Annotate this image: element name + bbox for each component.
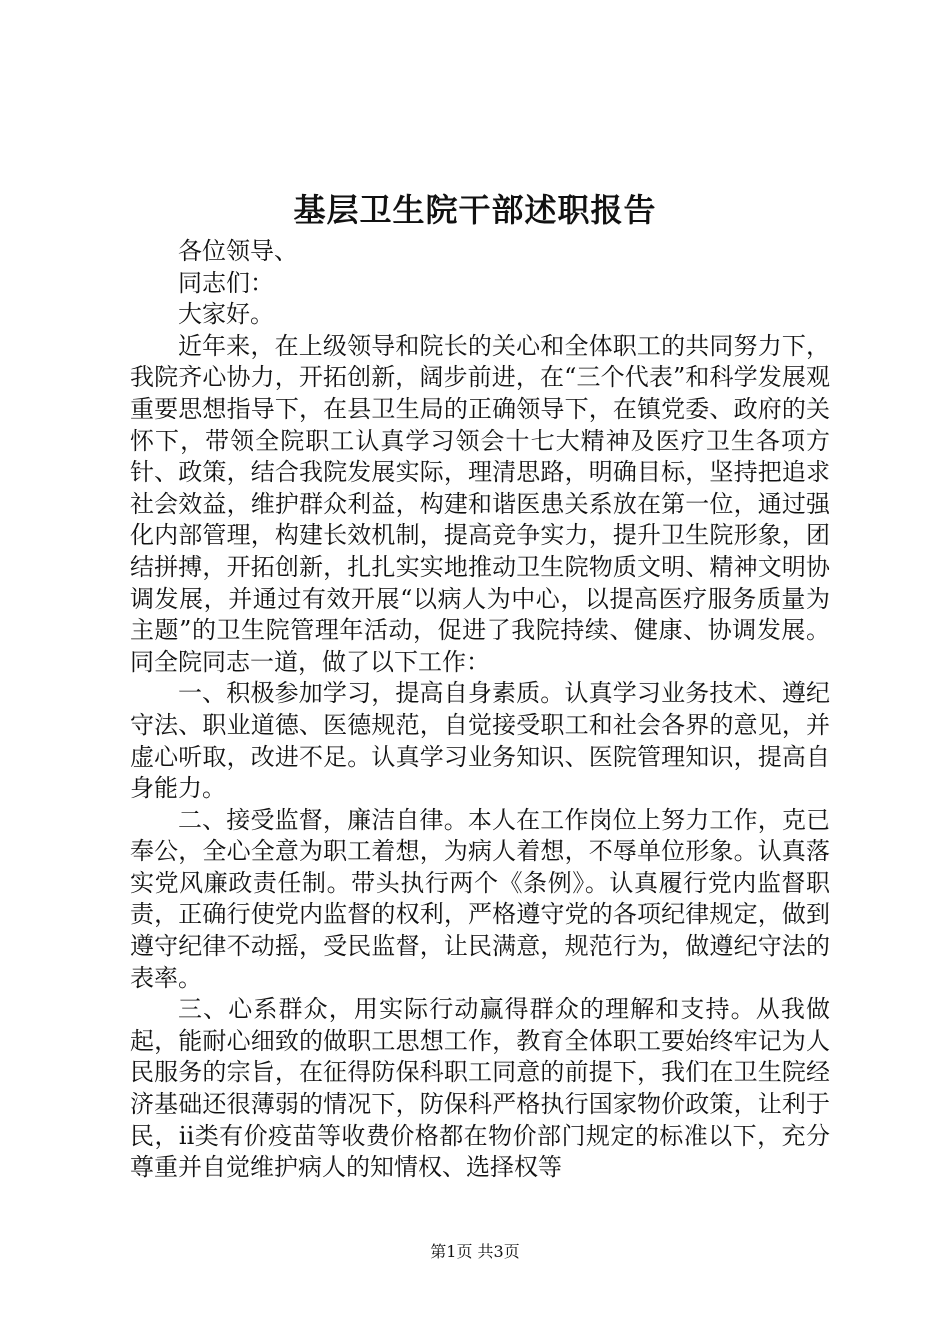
paragraph-section-1: 一、积极参加学习，提高自身素质。认真学习业务技术、遵纪守法、职业道德、医德规范，自觉接受职工和社会各界的意见，并虚心听取，改进不足。认真学习业务知识、医院管理知识，提高自身能力。 [130,679,830,803]
paragraph-section-2: 二、接受监督，廉洁自律。本人在工作岗位上努力工作，克已奉公，全心全意为职工着想，为病人着想，不辱单位形象。认真落实党风廉政责任制。带头执行两个《条例》。认真履行党内监督职责，正确行使党内监督的权利，严格遵守党的各项纪律规定，做到遵守纪律不动摇，受民监督，让民满意，规范行为，做遵纪守法的表率。 [130,805,830,992]
page-number-footer: 第1页 共3页 [430,1242,520,1261]
paragraph-salutation-comrades: 同志们： [178,268,274,297]
document-body [130,236,830,1184]
paragraph-section-3: 三、心系群众，用实际行动赢得群众的理解和支持。从我做起，能耐心细致的做职工思想工作，教育全体职工要始终牢记为人民服务的宗旨，在征得防保科职工同意的前提下，我们在卫生院经济基础还很薄弱的情况下，防保科严格执行国家物价政策，让利于民，ii类有价疫苗等收费价格都在物价部门规定的标准以下，充分尊重并自觉维护病人的知情权、选择权等 [130,995,830,1182]
paragraph-greeting: 大家好。 [178,300,274,329]
paragraph-intro: 近年来，在上级领导和院长的关心和全体职工的共同努力下，我院齐心协力，开拓创新，阔步前进，在“三个代表”和科学发展观重要思想指导下，在县卫生局的正确领导下，在镇党委、政府的关怀下，带领全院职工认真学习领会十七大精神及医疗卫生各项方针、政策，结合我院发展实际，理清思路，明确目标，坚持把追求社会效益，维护群众利益，构建和谐医患关系放在第一位，通过强化内部管理，构建长效机制，提高竞争实力，提升卫生院形象，团结拼搏，开拓创新，扎扎实实地推动卫生院物质文明、精神文明协调发展，并通过有效开展“以病人为中心，以提高医疗服务质量为主题”的卫生院管理年活动，促进了我院持续、健康、协调发展。同全院同志一道，做了以下工作： [130,331,830,676]
paragraph-salutation-leaders: 各位领导、 [178,237,298,265]
document-title: 基层卫生院干部述职报告 [293,191,657,229]
